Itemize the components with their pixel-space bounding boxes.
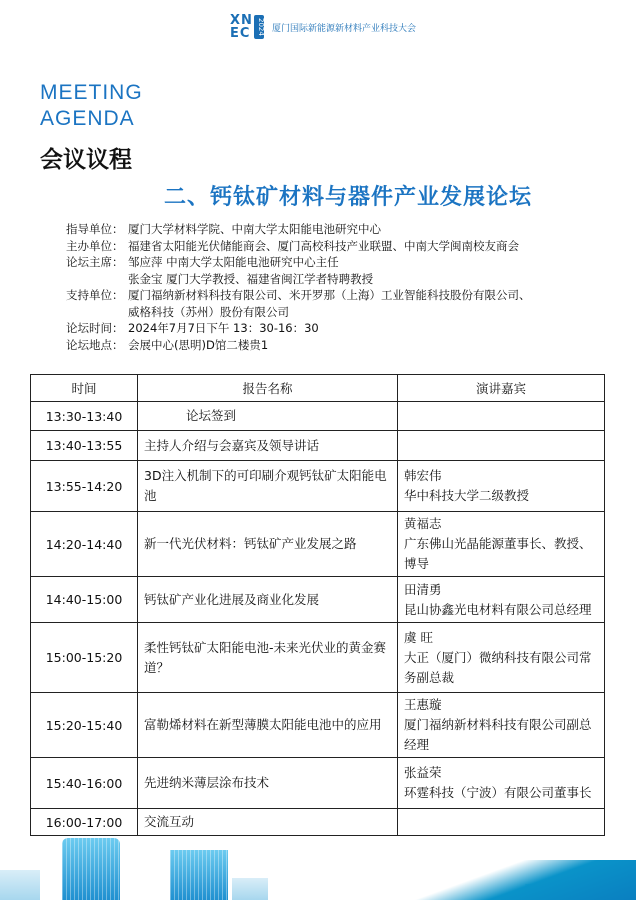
cell-time: 13:40-13:55	[31, 431, 138, 461]
info-key: 论坛地点：	[66, 337, 124, 352]
logo-line1: XN	[230, 13, 253, 28]
cell-speaker	[398, 431, 605, 461]
cell-speaker	[398, 461, 605, 512]
info-value: 福建省太阳能光伏储能商会、厦门高校科技产业联盟、中南大学闽南校友商会	[128, 238, 519, 253]
header-speaker: 演讲嘉宾	[398, 375, 605, 402]
logo-line2: EC	[230, 26, 251, 41]
speaker-name: 张益荣	[404, 765, 442, 780]
cell-speaker	[398, 693, 605, 758]
info-chair	[66, 254, 626, 271]
cell-speaker	[398, 402, 605, 431]
cell-title: 新一代光伏材料：钙钛矿产业发展之路	[138, 512, 398, 577]
logo-year: 2024	[254, 15, 264, 39]
meeting-agenda-en	[40, 80, 143, 132]
info-value: 邹应萍 中南大学太阳能电池研究中心主任	[128, 255, 339, 269]
cell-time: 13:30-13:40	[31, 402, 138, 431]
cell-time: 15:40-16:00	[31, 758, 138, 809]
info-support-2: 威格科技（苏州）股份有限公司	[128, 304, 289, 319]
cell-title: 论坛签到	[138, 402, 398, 431]
building-shape	[232, 878, 268, 900]
cell-title: 主持人介绍与会嘉宾及领导讲话	[138, 431, 398, 461]
building-shape	[0, 870, 40, 900]
cell-time: 14:40-15:00	[31, 577, 138, 623]
table-row	[31, 461, 605, 512]
org-name: 厦门国际新能源新材料产业科技大会	[272, 23, 417, 34]
building-shape	[62, 838, 120, 900]
table-row	[31, 402, 605, 431]
building-shape	[170, 850, 228, 900]
speaker-name: 虞 旺	[404, 629, 433, 645]
info-time	[66, 320, 626, 337]
table-row	[31, 577, 605, 623]
info-key: 指导单位：	[66, 222, 124, 236]
speaker-name: 王惠璇	[404, 697, 442, 712]
meeting-en-line1: MEETING	[40, 81, 143, 104]
conference-logo	[230, 12, 416, 42]
speaker-name: 田清勇	[404, 581, 442, 597]
wave-decoration	[376, 860, 636, 900]
speaker-title: 大正（厦门）微纳科技有限公司常务副总裁	[404, 649, 592, 685]
info-host	[66, 238, 626, 255]
cell-title: 柔性钙钛矿太阳能电池-未来光伏业的黄金赛道？	[138, 623, 398, 693]
meeting-agenda-cn: 会议议程	[40, 147, 132, 173]
info-value: 2024年7月7日下午 13：30-16：30	[128, 321, 319, 335]
table-row	[31, 693, 605, 758]
info-key: 论坛时间：	[66, 321, 124, 335]
cell-speaker	[398, 577, 605, 623]
header-title: 报告名称	[138, 375, 398, 402]
info-support	[66, 287, 626, 304]
cell-speaker	[398, 512, 605, 577]
cell-time: 14:20-14:40	[31, 512, 138, 577]
cell-title: 钙钛矿产业化进展及商业化发展	[138, 577, 398, 623]
info-value: 厦门福纳新材料科技有限公司、米开罗那（上海）工业智能科技股份有限公司、	[128, 288, 531, 302]
cell-speaker	[398, 758, 605, 809]
info-key: 主办单位：	[66, 238, 124, 253]
meeting-en-line2: AGENDA	[40, 107, 135, 130]
speaker-title: 环霆科技（宁波）有限公司董事长	[404, 785, 592, 800]
table-row	[31, 809, 605, 836]
speaker-title: 华中科技大学二级教授	[404, 488, 530, 503]
forum-info	[66, 221, 626, 353]
table-row	[31, 431, 605, 461]
info-value: 会展中心(思明)D馆二楼贵1	[128, 337, 269, 352]
cell-title: 先进纳米薄层涂布技术	[138, 758, 398, 809]
cell-time: 15:00-15:20	[31, 623, 138, 693]
cell-time: 16:00-17:00	[31, 809, 138, 836]
info-chair-2: 张金宝 厦门大学教授、福建省闽江学者特聘教授	[128, 271, 374, 286]
info-guide	[66, 221, 626, 238]
cell-time: 13:55-14:20	[31, 461, 138, 512]
logo-mark	[230, 13, 268, 41]
speaker-title: 厦门福纳新材料科技有限公司副总经理	[404, 717, 592, 752]
table-header-row	[31, 375, 605, 402]
cell-title: 3D注入机制下的可印刷介观钙钛矿太阳能电池	[138, 461, 398, 512]
cell-title: 交流互动	[138, 809, 398, 836]
info-place	[66, 337, 626, 354]
forum-title: 二、钙钛矿材料与器件产业发展论坛	[163, 185, 532, 210]
cell-speaker	[398, 809, 605, 836]
speaker-name: 黄福志	[404, 516, 442, 531]
cell-speaker	[398, 623, 605, 693]
info-key: 论坛主席：	[66, 255, 124, 269]
cell-time: 15:20-15:40	[31, 693, 138, 758]
table-row	[31, 512, 605, 577]
speaker-title: 昆山协鑫光电材料有限公司总经理	[404, 601, 592, 617]
cell-title: 富勒烯材料在新型薄膜太阳能电池中的应用	[138, 693, 398, 758]
speaker-title: 广东佛山光晶能源董事长、教授、博导	[404, 536, 592, 571]
header-time: 时间	[31, 375, 138, 402]
info-value: 厦门大学材料学院、中南大学太阳能电池研究中心	[128, 222, 381, 236]
speaker-name: 韩宏伟	[404, 468, 442, 483]
table-row	[31, 758, 605, 809]
table-row	[31, 623, 605, 693]
info-key: 支持单位：	[66, 288, 124, 302]
schedule-table	[30, 374, 605, 836]
